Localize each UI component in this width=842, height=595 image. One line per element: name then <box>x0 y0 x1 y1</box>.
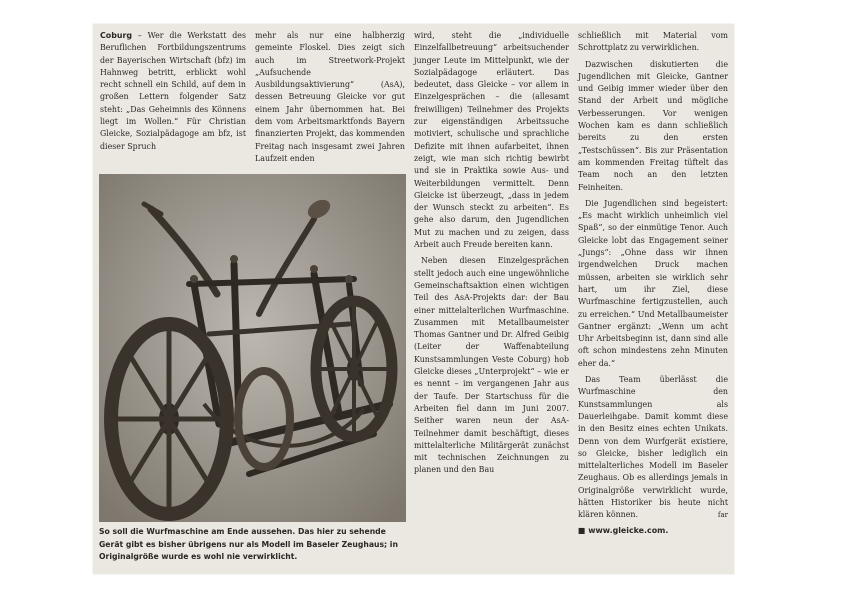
paragraph: wird, steht die „individuelle Einzelfallbetreuung“ arbeitsuchender junger Leute im Mittelpunkt, wie der Sozialpädagoge erläutert. Das bedeutet, dass Gleicke – vor allem in Einzelgesprächen – die (allesamt freiwilligen) Teilnehmer des Projekts zur eigenständigen Arbeitssuche motiviert, schulische und sprachliche Defizite mit ihnen aufarbeitet, ihnen zeigt, wie man sich richtig bewirbt und sie in Praktika sowie Aus- und Weiterbildungen vermittelt. Denn Gleicke ist überzeugt, „dass in jedem der Wunsch steckt zu arbeiten“. Es gehe also darum, den Jugendlichen Mut zu machen und zu zeigen, dass Arbeit auch Freude bereiten kann. <box>414 31 569 250</box>
paragraph-text: Das Team überlässt die Wurfmaschine den Kunstsammlungen als Dauerleihgabe. Damit kommt diese in den Besitz eines echten Unikats. Denn von dem Wurfgerät existiere, so Gleicke, bisher lediglich ein mittelalterliches Modell im Baseler Zeughaus. Ob es allerdings jemals in Originalgröße verwirklicht wurde, hätten Historiker bis heute nicht klären können. <box>578 375 728 520</box>
dateline: Coburg <box>100 31 133 40</box>
paragraph: mehr als nur eine halbherzig gemeinte Floskel. Dies zeigt sich auch im Streetwork-Projekt „Aufsuchende Ausbildungsaktivierung“ (AsA), dessen Betreuung Gleicke vor gut einem Jahr übernommen hat. Bei dem vom Arbeitsmarktfonds Bayern finanzierten Projekt, das kommenden Freitag nach insgesamt zwei Jahren Laufzeit enden <box>255 31 405 163</box>
wheel-right <box>316 301 392 437</box>
photo-caption: So soll die Wurfmaschine am Ende aussehen. Das hier zu sehende Gerät gibt es bisher übrigens nur als Modell im Baseler Zeughaus; in Originalgröße wurde es wohl nie verwirklicht. <box>99 527 398 561</box>
paragraph: Dazwischen diskutierten die Jugendlichen mit Gleicke, Gantner und Geibig immer wieder über den Stand der Arbeit und mögliche Verbesserungen. Vor wenigen Wochen kam es dann schließlich bereits zu den ersten „Testschüssen“. Bis zur Präsentation am kommenden Freitag tüftelt das Team noch an den letzten Feinheiten. <box>578 59 728 192</box>
article-column-2 <box>255 30 405 165</box>
author-initials: far <box>717 511 728 520</box>
paragraph: schließlich mit Material vom Schrottplatz zu verwirklichen. <box>578 31 728 53</box>
paragraph-text: – Wer die Werkstatt des Beruflichen Fortbildungszentrums der Bayerischen Wirtschaft (bfz) im Hahnweg betritt, erblickt wohl recht schnell ein Schild, auf dem in großen Lettern folgender Satz steht: „Das Geheimnis des Könnens liegt im Wollen.“ Für Christian Gleicke, Sozialpädagoge am bfz, ist dieser Spruch <box>100 31 246 151</box>
article-column-1 <box>100 30 246 153</box>
paragraph <box>100 30 246 153</box>
article-column-4 <box>578 30 728 537</box>
paragraph: Die Jugendlichen sind begeistert: „Es macht wirklich unheimlich viel Spaß“, so der einmütige Tenor. Auch Gleicke lobt das Engagement seiner „Jungs“: „Ohne dass wir ihnen irgendwelchen Druck machen müssen, arbeiten sie wirklich sehr hart, um ihr Ziel, diese Wurfmaschine fertigzustellen, auch zu erreichen.“ Und Metallbaumeister Gantner ergänzt: „Wenn um acht Uhr Arbeitsbeginn ist, dann sind alle oft schon mindestens zehn Minuten eher da.“ <box>578 198 728 368</box>
website-link[interactable]: ■ www.gleicke.com. <box>578 525 669 535</box>
wheel-left <box>111 324 227 514</box>
catapult-photo <box>99 174 406 522</box>
paragraph <box>578 374 728 522</box>
paragraph: Neben diesen Einzelgesprächen stellt jedoch auch eine ungewöhnliche Gemeinschaftsaktion einen wichtigen Teil des AsA-Projekts dar: der Bau einer mittelalterlichen Wurfmaschine. Zusammen mit Metallbaumeister Thomas Gantner und Dr. Alfred Geibig (Leiter der Waffenabteilung Kunstsammlungen Veste Coburg) hob Gleicke dieses „Unterprojekt“ – wie er es nennt – im vergangenen Jahr aus der Taufe. Der Startschuss für die Arbeiten fiel dann im Juni 2007. Seither waren neun der AsA-Teilnehmer damit beschäftigt, dieses mittelalterliche Militärgerät zunächst mit technischen Zeichnungen zu planen und den Bau <box>414 256 569 475</box>
catapult-illustration <box>99 174 406 522</box>
article-column-3 <box>414 30 569 477</box>
newspaper-clipping <box>93 24 734 574</box>
